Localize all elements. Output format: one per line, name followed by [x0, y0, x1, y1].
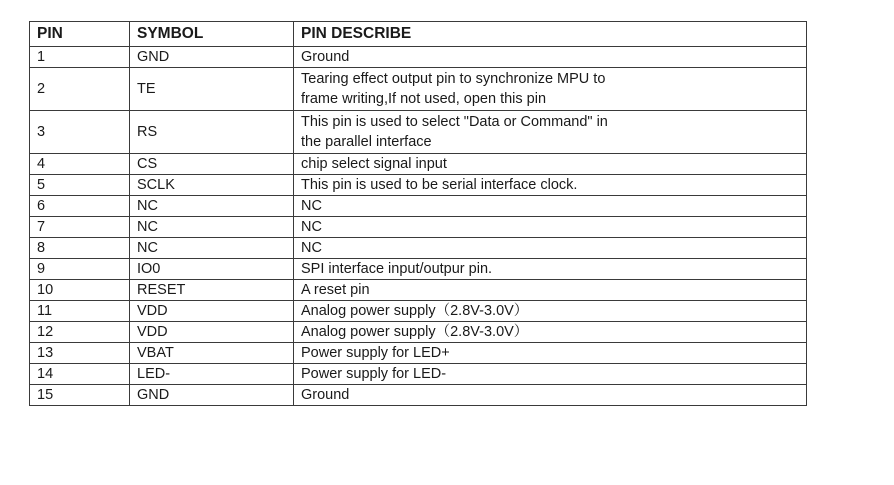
describe-cell: This pin is used to select "Data or Command" in the parallel interface: [294, 111, 807, 154]
symbol-cell: SCLK: [130, 175, 294, 196]
symbol-cell: TE: [130, 68, 294, 111]
table-row: [30, 111, 807, 154]
table-row: [30, 301, 807, 322]
symbol-cell: VDD: [130, 301, 294, 322]
pin-cell: 4: [30, 154, 130, 175]
table-row: [30, 175, 807, 196]
symbol-cell: CS: [130, 154, 294, 175]
symbol-cell: NC: [130, 196, 294, 217]
symbol-cell: LED-: [130, 364, 294, 385]
describe-cell: Power supply for LED-: [294, 364, 807, 385]
table-row: [30, 196, 807, 217]
pin-cell: 5: [30, 175, 130, 196]
table-row: [30, 217, 807, 238]
describe-cell: A reset pin: [294, 280, 807, 301]
header-symbol: SYMBOL: [130, 22, 294, 47]
pin-cell: 14: [30, 364, 130, 385]
symbol-cell: NC: [130, 238, 294, 259]
describe-cell: Ground: [294, 47, 807, 68]
pin-cell: 10: [30, 280, 130, 301]
symbol-cell: VBAT: [130, 343, 294, 364]
pin-cell: 13: [30, 343, 130, 364]
pin-cell: 3: [30, 111, 130, 154]
header-row: [30, 22, 807, 47]
pin-cell: 1: [30, 47, 130, 68]
describe-cell: SPI interface input/outpur pin.: [294, 259, 807, 280]
table-row: [30, 343, 807, 364]
describe-cell: Power supply for LED+: [294, 343, 807, 364]
pin-table: [29, 21, 807, 406]
describe-cell: chip select signal input: [294, 154, 807, 175]
header-pin-describe: PIN DESCRIBE: [294, 22, 807, 47]
table-row: [30, 238, 807, 259]
symbol-cell: GND: [130, 47, 294, 68]
describe-cell: Tearing effect output pin to synchronize MPU to frame writing,If not used, open this pin: [294, 68, 807, 111]
symbol-cell: GND: [130, 385, 294, 406]
table-body: [30, 47, 807, 406]
pin-cell: 7: [30, 217, 130, 238]
symbol-cell: VDD: [130, 322, 294, 343]
table-row: [30, 154, 807, 175]
describe-cell: Analog power supply（2.8V-3.0V）: [294, 301, 807, 322]
describe-cell: This pin is used to be serial interface clock.: [294, 175, 807, 196]
pin-cell: 8: [30, 238, 130, 259]
symbol-cell: RS: [130, 111, 294, 154]
pin-cell: 6: [30, 196, 130, 217]
table-row: [30, 280, 807, 301]
describe-cell: NC: [294, 217, 807, 238]
table-row: [30, 364, 807, 385]
pin-cell: 12: [30, 322, 130, 343]
header-pin: PIN: [30, 22, 130, 47]
symbol-cell: IO0: [130, 259, 294, 280]
table-row: [30, 385, 807, 406]
symbol-cell: RESET: [130, 280, 294, 301]
pin-cell: 9: [30, 259, 130, 280]
symbol-cell: NC: [130, 217, 294, 238]
pin-cell: 15: [30, 385, 130, 406]
table-row: [30, 68, 807, 111]
pin-cell: 2: [30, 68, 130, 111]
describe-cell: Analog power supply（2.8V-3.0V）: [294, 322, 807, 343]
table-row: [30, 47, 807, 68]
table-header: [30, 22, 807, 47]
describe-cell: NC: [294, 196, 807, 217]
describe-cell: NC: [294, 238, 807, 259]
table-row: [30, 259, 807, 280]
pin-cell: 11: [30, 301, 130, 322]
table-row: [30, 322, 807, 343]
describe-cell: Ground: [294, 385, 807, 406]
